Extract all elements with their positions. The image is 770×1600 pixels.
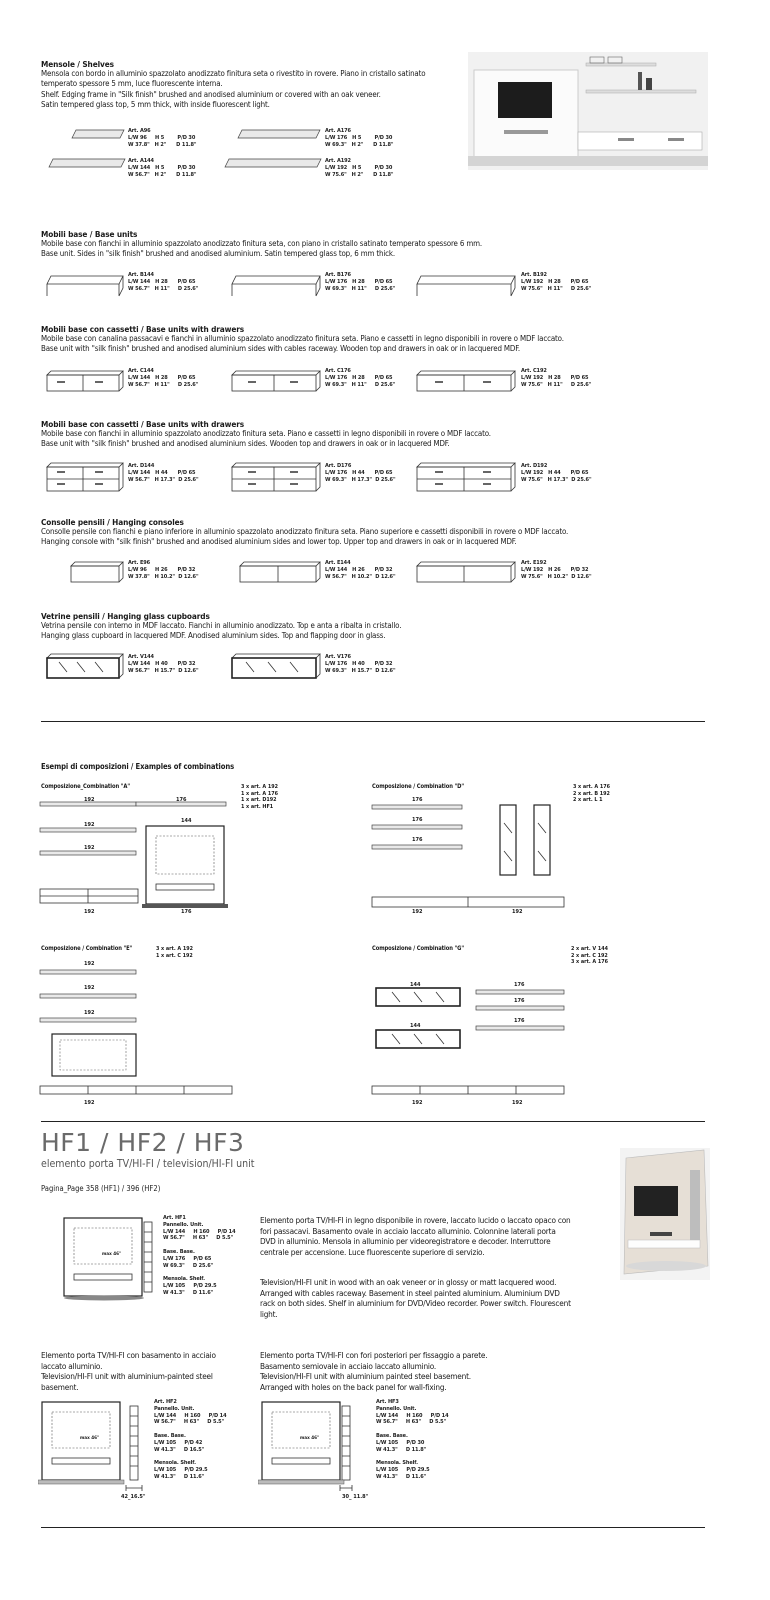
console-e144-sketch — [236, 560, 322, 590]
combos-title: Esempi di composizioni / Examples of combinations — [41, 762, 235, 771]
hf1-text-it: Elemento porta TV/HI-FI in legno disponibile in rovere, laccato lucido o laccato opaco con fori passacavi. Basamento ovale in acciaio laccato alluminio. Colonnine laterali porta DVD in alluminio. Mensola in alluminio per videoregistratore e decoder. Interruttore centrale per accensione. Luce fluorescente superiore di servizio. — [260, 1215, 571, 1257]
base-drawers-c-body: Mobile base con canalina passacavi e fianchi in alluminio spazzolato anodizzato finitura seta. Piano e cassetti in legno disponibili in rovere o MDF laccato. Base unit with "silk finish" brushed and anodised aluminium sides with cables raceway. Wooden top and drawers in oak or in lacquered MDF. — [41, 334, 564, 354]
base-b144-spec: Art. B144 L/W 144 H 28 P/D 65 W 56.7" H 11" D 25.6" — [128, 272, 199, 292]
combo-e-dim-3: 192 — [84, 1010, 95, 1016]
hf2-text: Elemento porta TV/HI-FI con basamento in acciaio laccato alluminio. Television/HI-FI unit with aluminium-painted steel basement. — [41, 1350, 216, 1392]
combo-e-title: Composizione / Combination "E" — [41, 946, 133, 952]
shelves-photo — [468, 52, 708, 170]
combo-g-dim-3: 176 — [514, 998, 525, 1004]
combo-d-dim-4: 192 — [412, 909, 423, 915]
console-e192-sketch — [413, 560, 517, 590]
console-e144-spec: Art. E144 L/W 144 H 26 P/D 32 W 56.7" H 10.2" D 12.6" — [325, 560, 396, 580]
divider-1 — [41, 721, 705, 722]
combo-d-list: 3 x art. A 176 2 x art. B 192 2 x art. L 1 — [573, 784, 610, 804]
combo-g-dim-1: 144 — [410, 982, 421, 988]
shelf-a192-spec: Art. A192 L/W 192 H 5 P/D 30 W 75.6" H 2" D 11.8" — [325, 158, 394, 178]
shelf-a144-sketch — [47, 156, 127, 175]
cupboards-title: Vetrine pensili / Hanging glass cupboards — [41, 611, 210, 621]
shelves-body: Mensola con bordo in alluminio spazzolato anodizzato finitura seta o rivestito in rovere. Piano in cristallo satinato temperato spessore 5 mm, luce fluorescente interna. Shelf. Edging frame in "Silk finish" brushed and anodised aluminium or covered with an oak veneer. Satin tempered glass top, 5 mm thick, with inside fluorescent light. — [41, 69, 426, 110]
base-drawers-c-title: Mobili base con cassetti / Base units with drawers — [41, 324, 245, 334]
divider-2 — [41, 1121, 705, 1122]
combo-d-dim-2: 176 — [412, 817, 423, 823]
hf3-spec: Art. HF3 Pannello. Unit. L/W 144 H 160 P/D 14 W 56.7" H 63" D 5.5" Base. Base. L/W 105 P/D 30 W 41.3" D 11.8" Mensola. Shelf. L/W 105 P/D 29.5 W 41.3" D 11.6" — [376, 1399, 449, 1480]
hf2-spec: Art. HF2 Pannello. Unit. L/W 144 H 160 P/D 14 W 56.7" H 63" D 5.5" Base. Base. L/W 105 P/D 42 W 41.3" D 16.5" Mensola. Shelf. L/W 105 P/D 29.5 W 41.3" D 11.6" — [154, 1399, 227, 1480]
base-d144-sketch — [43, 461, 125, 499]
shelf-a176-spec: Art. A176 L/W 176 H 5 P/D 30 W 69.3" H 2" D 11.8" — [325, 128, 394, 148]
base-d192-spec: Art. D192 L/W 192 H 44 P/D 65 W 75.6" H 17.3" D 25.6" — [521, 463, 592, 483]
combo-g-list: 2 x art. V 144 2 x art. C 192 3 x art. A 176 — [571, 946, 608, 966]
console-e96-sketch — [67, 560, 125, 590]
shelf-a192-sketch — [223, 156, 323, 175]
combo-g-dim-7: 192 — [512, 1100, 523, 1106]
base-d176-spec: Art. D176 L/W 176 H 44 P/D 65 W 69.3" H 17.3" D 25.6" — [325, 463, 396, 483]
combo-a-title: Composizione_Combination "A" — [41, 784, 130, 790]
hf1-text-en: Television/HI-FI unit in wood with an oak veneer or in glossy or matt lacquered wood. Arranged with cables raceway. Basement in steel painted aluminium. Aluminium DVD rack on both sides. Shelf in aluminium for DVD/Video recorder. Power switch. Flourescent light. — [260, 1277, 571, 1319]
base-b176-sketch — [228, 274, 322, 304]
base-c192-sketch — [413, 369, 517, 399]
base-d192-sketch — [413, 461, 517, 499]
combo-a-dim-5: 144 — [181, 818, 192, 824]
base-drawers-d-title: Mobili base con cassetti / Base units with drawers — [41, 419, 245, 429]
combo-a-dim-2: 176 — [176, 797, 187, 803]
consoles-body: Consolle pensile con fianchi e piano inferiore in alluminio spazzolato anodizzato finitura seta. Piano superiore e cassetti disponibili in rovere o MDF laccato. Hanging console with "silk finish" brushed and anodised aluminium sides and lower top. Upper top and drawers in oak or in lacquered MDF. — [41, 527, 569, 547]
cupboards-body: Vetrina pensile con interno in MDF laccato. Fianchi in alluminio anodizzato. Top e anta a ribalta in cristallo. Hanging glass cupboard in lacquered MDF. Anodised aluminium sides. Top and flapping door in glass. — [41, 621, 402, 641]
hf1-tv-label: max 46" — [102, 1252, 122, 1257]
cupboard-v144-spec: Art. V144 L/W 144 H 40 P/D 32 W 56.7" H 15.7" D 12.6" — [128, 654, 199, 674]
combo-d-drawing — [370, 793, 570, 927]
combo-g-dim-6: 192 — [412, 1100, 423, 1106]
base-units-title: Mobili base / Base units — [41, 229, 138, 239]
shelf-a144-spec: Art. A144 L/W 144 H 5 P/D 30 W 56.7" H 2" D 11.8" — [128, 158, 197, 178]
combo-d-dim-1: 176 — [412, 797, 423, 803]
hf2-depth: 42_16.5" — [121, 1494, 146, 1500]
base-b144-sketch — [43, 274, 125, 304]
base-drawers-d-body: Mobile base con fianchi in alluminio spazzolato anodizzato finitura seta. Piano e cassetti in legno disponibili in rovere o MDF laccato. Base unit with "silk finish" brushed and anodised aluminium sides. Wooden top and drawers in oak or in lacquered MDF. — [41, 429, 491, 449]
shelf-a96-spec: Art. A96 L/W 96 H 5 P/D 30 W 37.8" H 2" D 11.8" — [128, 128, 197, 148]
combo-a-dim-1: 192 — [84, 797, 95, 803]
hf-page-ref: Pagina_Page 358 (HF1) / 396 (HF2) — [41, 1184, 161, 1193]
console-e192-spec: Art. E192 L/W 192 H 26 P/D 32 W 75.6" H 10.2" D 12.6" — [521, 560, 592, 580]
hf-photo — [620, 1148, 710, 1284]
shelves-title: Mensole / Shelves — [41, 59, 114, 69]
combo-a-dim-3: 192 — [84, 822, 95, 828]
combo-e-dim-2: 192 — [84, 985, 95, 991]
hf1-drawing — [60, 1214, 160, 1308]
cupboard-v176-sketch — [228, 652, 322, 686]
combo-g-dim-4: 144 — [410, 1023, 421, 1029]
base-b176-spec: Art. B176 L/W 176 H 28 P/D 65 W 69.3" H 11" D 25.6" — [325, 272, 396, 292]
base-c176-spec: Art. C176 L/W 176 H 28 P/D 65 W 69.3" H 11" D 25.6" — [325, 368, 396, 388]
base-c144-spec: Art. C144 L/W 144 H 28 P/D 65 W 56.7" H 11" D 25.6" — [128, 368, 199, 388]
base-d144-spec: Art. D144 L/W 144 H 44 P/D 65 W 56.7" H 17.3" D 25.6" — [128, 463, 199, 483]
hf1-spec: Art. HF1 Pannello. Unit. L/W 144 H 160 P/D 14 W 56.7" H 63" D 5.5" Base. Base. L/W 176 P/D 65 W 69.3" D 25.6" Mensola. Shelf. L/W 105 P/D 29.5 W 41.3" D 11.6" — [163, 1215, 236, 1296]
combo-a-list: 3 x art. A 192 1 x art. A 176 1 x art. D192 1 x art. HF1 — [241, 784, 278, 810]
hf3-tv-label: max 46" — [300, 1436, 320, 1441]
combo-g-dim-5: 176 — [514, 1018, 525, 1024]
hf-subtitle: elemento porta TV/HI-FI / television/HI-FI unit — [41, 1158, 255, 1170]
hf3-depth: 30_ 11.8" — [342, 1494, 369, 1500]
base-d176-sketch — [228, 461, 322, 499]
cupboard-v176-spec: Art. V176 L/W 176 H 40 P/D 32 W 69.3" H 15.7" D 12.6" — [325, 654, 396, 674]
combo-a-drawing — [38, 793, 238, 927]
base-b192-spec: Art. B192 L/W 192 H 28 P/D 65 W 75.6" H 11" D 25.6" — [521, 272, 592, 292]
base-c192-spec: Art. C192 L/W 192 H 28 P/D 65 W 75.6" H 11" D 25.6" — [521, 368, 592, 388]
hf-title: HF1 / HF2 / HF3 — [41, 1128, 245, 1157]
combo-e-drawing — [38, 958, 238, 1102]
hf3-text: Elemento porta TV/HI-FI con fori posteriori per fissaggio a parete. Basamento semiovale in acciaio laccato alluminio. Television/HI-FI unit with aluminium painted steel basement. Arranged with holes on the back panel for wall-fixing. — [260, 1350, 488, 1392]
divider-3 — [41, 1527, 705, 1528]
combo-a-dim-6: 192 — [84, 909, 95, 915]
shelf-a96-sketch — [70, 127, 126, 146]
console-e96-spec: Art. E96 L/W 96 H 26 P/D 32 W 37.8" H 10.2" D 12.6" — [128, 560, 199, 580]
base-units-body: Mobile base con fianchi in alluminio spazzolato anodizzato finitura seta, con piano in cristallo satinato temperato spessore 6 mm. Base unit. Sides in "silk finish" brushed and anodised aluminium. Satin tempered glass top, 6 mm thick. — [41, 239, 482, 259]
combo-g-drawing — [370, 958, 580, 1102]
base-b192-sketch — [413, 274, 517, 304]
combo-g-title: Composizione / Combination "G" — [372, 946, 464, 952]
combo-a-dim-7: 176 — [181, 909, 192, 915]
cupboard-v144-sketch — [43, 652, 125, 686]
combo-g-dim-2: 176 — [514, 982, 525, 988]
shelf-a176-sketch — [236, 127, 322, 146]
combo-a-dim-4: 192 — [84, 845, 95, 851]
combo-d-title: Composizione / Combination "D" — [372, 784, 464, 790]
combo-d-dim-3: 176 — [412, 837, 423, 843]
consoles-title: Consolle pensili / Hanging consoles — [41, 517, 184, 527]
base-c144-sketch — [43, 369, 125, 399]
combo-e-dim-1: 192 — [84, 961, 95, 967]
hf2-tv-label: max 46" — [80, 1436, 100, 1441]
combo-e-dim-4: 192 — [84, 1100, 95, 1106]
combo-d-dim-5: 192 — [512, 909, 523, 915]
base-c176-sketch — [228, 369, 322, 399]
combo-e-list: 3 x art. A 192 1 x art. C 192 — [156, 946, 193, 959]
